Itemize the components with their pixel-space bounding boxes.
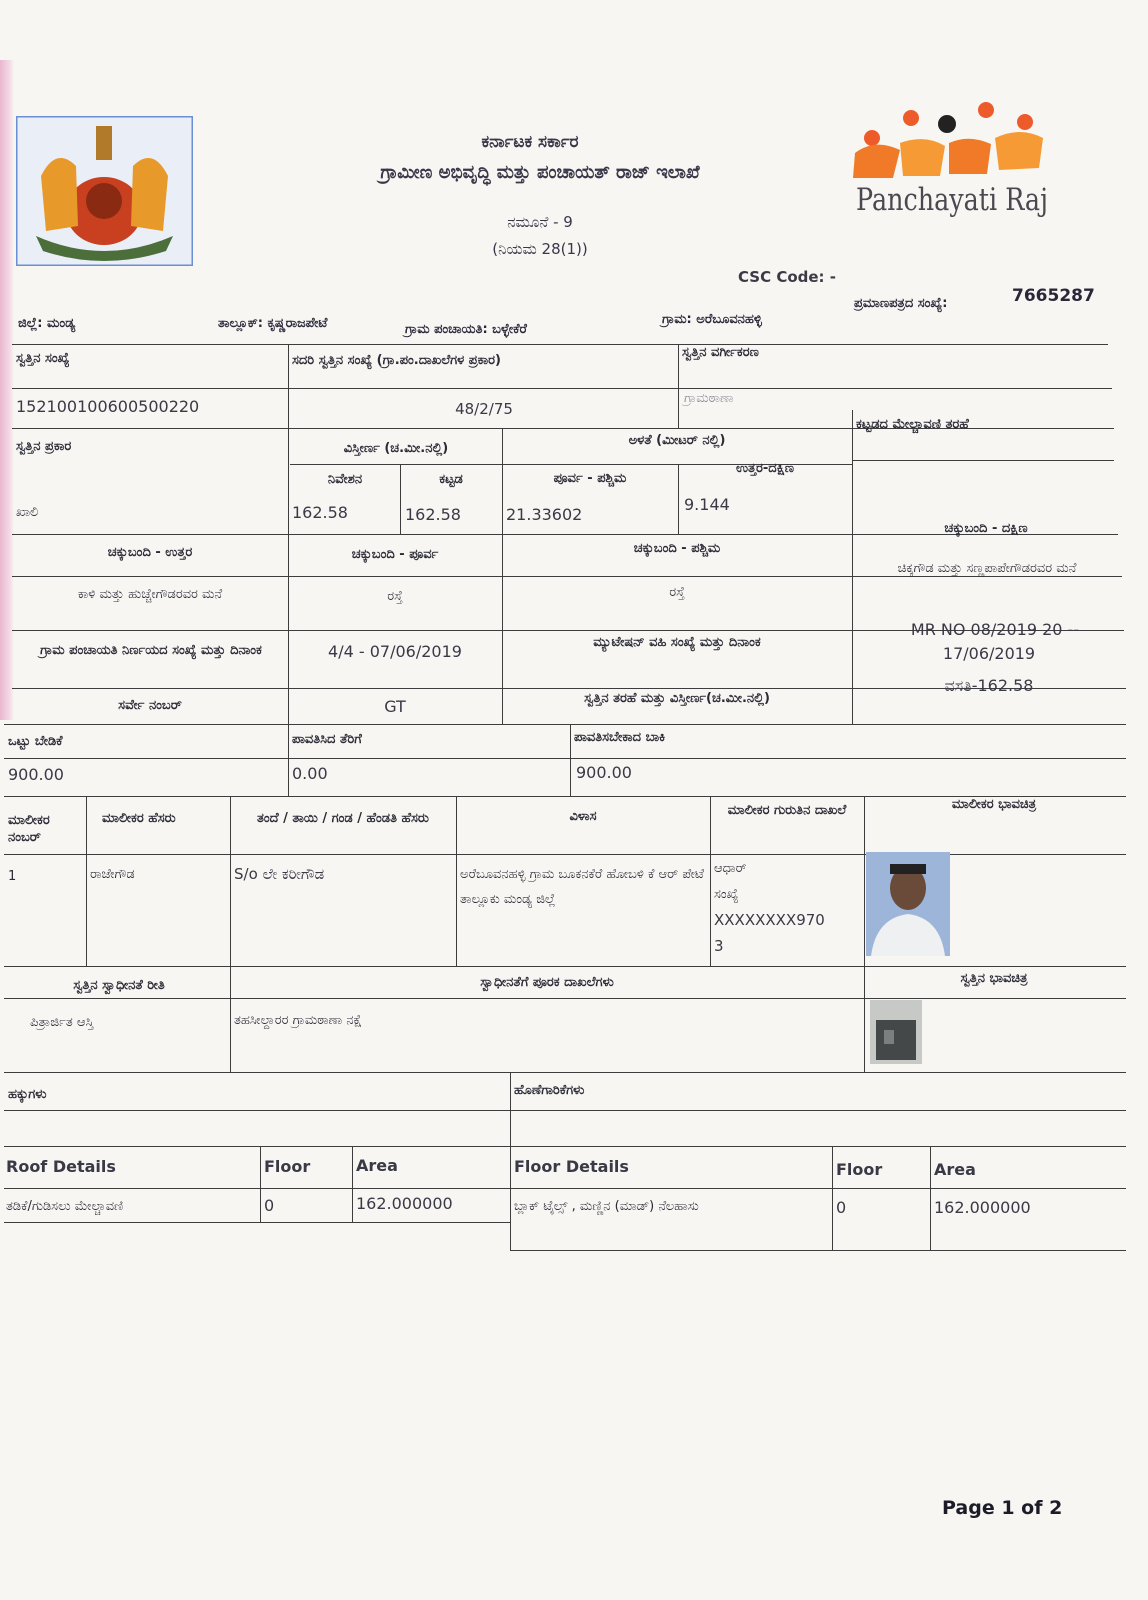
dimension-label: ಅಳತೆ (ಮೀಟರ್ ನಲ್ಲಿ) bbox=[628, 433, 726, 448]
rule bbox=[678, 344, 679, 428]
property-photo-label: ಸ್ವತ್ತಿನ ಭಾವಚಿತ್ರ bbox=[960, 971, 1028, 986]
east-west-label: ಪೂರ್ವ - ಪಶ್ಚಿಮ bbox=[553, 471, 627, 486]
north-south: 9.144 bbox=[684, 495, 730, 514]
east-boundary: ರಸ್ತೆ bbox=[387, 589, 403, 604]
owner-photo-icon bbox=[866, 852, 950, 956]
balance-label: ಪಾವತಿಸಬೇಕಾದ ಬಾಕಿ bbox=[574, 730, 666, 745]
taluk: ತಾಲ್ಲೂಕ್: ಕೃಷ್ಣರಾಜಪೇಟೆ bbox=[218, 316, 328, 331]
rule bbox=[852, 460, 1114, 461]
roof-floor-label: Floor bbox=[264, 1157, 311, 1176]
rule bbox=[864, 796, 865, 1072]
roof-area-label: Area bbox=[356, 1156, 398, 1175]
floor-title: Floor Details bbox=[514, 1157, 629, 1176]
paid-value: 0.00 bbox=[292, 764, 328, 783]
certificate-label: ಪ್ರಮಾಣಪತ್ರದ ಸಂಖ್ಯೆ: bbox=[854, 296, 948, 311]
rule bbox=[12, 388, 1112, 389]
rule bbox=[4, 1222, 510, 1223]
owner-id-1: ಆಧಾರ್ bbox=[714, 861, 747, 876]
owner-relation: S/o ಲೇ ಕರೀಗೌಡ bbox=[234, 865, 325, 883]
rule bbox=[12, 344, 1108, 345]
classification: ಗ್ರಾಮಠಾಣಾ bbox=[684, 391, 734, 406]
id-header: ಮಾಲೀಕರ ಗುರುತಿನ ದಾಖಲೆ bbox=[727, 803, 847, 818]
rule bbox=[86, 796, 87, 966]
west-boundary: ರಸ್ತೆ bbox=[669, 585, 685, 600]
property-photo-icon bbox=[870, 1000, 922, 1064]
roof-area: 162.000000 bbox=[356, 1194, 453, 1213]
header-line-department: ಗ್ರಾಮೀಣ ಅಭಿವೃದ್ಧಿ ಮತ್ತು ಪಂಚಾಯತ್ ರಾಜ್ ಇಲಾಖೆ bbox=[380, 162, 700, 183]
survey-label: ಸರ್ವೇ ನಂಬರ್ bbox=[118, 698, 182, 713]
roof-title: Roof Details bbox=[6, 1157, 116, 1176]
csc-code: CSC Code: - bbox=[738, 268, 836, 286]
property-number: 152100100600500220 bbox=[16, 397, 200, 416]
floor-area-label: Area bbox=[934, 1160, 976, 1179]
demand-label: ಒಟ್ಟು ಬೇಡಿಕೆ bbox=[8, 734, 63, 749]
resolution-label: ಗ್ರಾಮ ಪಂಚಾಯತಿ ನಿರ್ಣಯದ ಸಂಖ್ಯೆ ಮತ್ತು ದಿನಾಂಕ bbox=[40, 643, 262, 658]
demand-value: 900.00 bbox=[8, 765, 64, 784]
rule bbox=[230, 796, 231, 1072]
district: ಜಿಲ್ಲೆ: ಮಂಡ್ಯ bbox=[18, 316, 76, 331]
owner-name-header: ಮಾಲೀಕರ ಹೆಸರು bbox=[102, 811, 176, 826]
building-type-label: ಕಟ್ಟಡದ ಮೇಲ್ಚಾವಣಿ ತರಹೆ bbox=[856, 417, 969, 432]
rule bbox=[710, 796, 711, 966]
header-line-rule: (ನಿಯಮ 28(1)) bbox=[492, 240, 588, 258]
owner-id-4: 3 bbox=[714, 937, 724, 955]
rule bbox=[4, 758, 1126, 759]
address-header: ವಿಳಾಸ bbox=[569, 809, 597, 824]
certificate-number: 7665287 bbox=[1012, 286, 1095, 306]
nature-value: ವಸತಿ-162.58 bbox=[944, 676, 1034, 695]
karnataka-emblem-icon bbox=[16, 116, 193, 266]
south-boundary-label: ಚಕ್ಕುಬಂದಿ - ದಕ್ಷಿಣ bbox=[944, 521, 1028, 536]
rule bbox=[4, 1188, 1126, 1189]
ownership-mode: ಪಿತ್ರಾರ್ಜಿತ ಆಸ್ತಿ bbox=[30, 1015, 94, 1030]
mutation-value-2: 17/06/2019 bbox=[942, 644, 1036, 663]
paid-label: ಪಾವತಿಸಿದ ತೆರಿಗೆ bbox=[292, 732, 362, 747]
building-label: ಕಟ್ಟಡ bbox=[439, 472, 463, 487]
floor-floor: 0 bbox=[836, 1198, 847, 1217]
rule bbox=[4, 1072, 1126, 1073]
floor-type: ಬ್ಲಾಕ್ ಟೈಲ್ಸ್ , ಮಣ್ಣಿನ (ಮಾಡ್) ನೆಲಹಾಸು bbox=[514, 1199, 699, 1214]
rule bbox=[4, 724, 1126, 725]
rule bbox=[510, 1072, 511, 1250]
roof-type: ತಡಿಕೆ/ಗುಡಿಸಲು ಮೇಲ್ಚಾವಣಿ bbox=[6, 1199, 124, 1214]
relation-header: ತಂದೆ / ತಾಯಿ / ಗಂಡ / ಹೆಂಡತಿ ಹೆಸರು bbox=[257, 811, 429, 826]
west-boundary-label: ಚಕ್ಕುಬಂದಿ - ಪಶ್ಚಿಮ bbox=[633, 541, 721, 556]
rule bbox=[570, 724, 571, 796]
village: ಗ್ರಾಮ: ಅರೆಬೂವನಹಳ್ಳಿ bbox=[662, 312, 762, 327]
rights-label: ಹಕ್ಕುಗಳು bbox=[8, 1087, 47, 1102]
property-type: ಖಾಲಿ bbox=[16, 505, 39, 520]
ownership-docs-label: ಸ್ವಾಧೀನತೆಗೆ ಪೂರಕ ದಾಖಲೆಗಳು bbox=[480, 975, 614, 990]
rule bbox=[4, 854, 1126, 855]
owner-number: 1 bbox=[8, 869, 17, 884]
property-type-label: ಸ್ವತ್ತಿನ ಪ್ರಕಾರ bbox=[16, 439, 72, 454]
north-south-label: ಉತ್ತರ-ದಕ್ಷಿಣ bbox=[735, 461, 795, 476]
resolution-value: 4/4 - 07/06/2019 bbox=[328, 642, 462, 661]
owner-name: ರಾಜೇಗೌಡ bbox=[90, 867, 135, 882]
floor-area: 162.000000 bbox=[934, 1198, 1031, 1217]
survey-value: GT bbox=[384, 697, 406, 716]
building-area: 162.58 bbox=[405, 505, 461, 524]
rule bbox=[4, 1110, 1126, 1111]
rule bbox=[930, 1146, 931, 1250]
rule bbox=[4, 998, 1126, 999]
floor-floor-label: Floor bbox=[836, 1160, 883, 1179]
site-label: ನಿವೇಶನ bbox=[327, 472, 363, 487]
liabilities-label: ಹೊಣೆಗಾರಿಕೆಗಳು bbox=[514, 1083, 585, 1098]
owner-id-2: ಸಂಖ್ಯೆ bbox=[714, 887, 739, 902]
area-label: ವಿಸ್ತೀರ್ಣ (ಚ.ಮೀ.ನಲ್ಲಿ) bbox=[343, 441, 449, 456]
east-boundary-label: ಚಕ್ಕುಬಂದಿ - ಪೂರ್ವ bbox=[351, 547, 439, 562]
classification-label: ಸ್ವತ್ತಿನ ವರ್ಗೀಕರಣ bbox=[682, 345, 759, 360]
rule bbox=[288, 724, 289, 796]
mutation-label: ಮ್ಯುಟೇಷನ್ ವಹಿ ಸಂಖ್ಯೆ ಮತ್ತು ದಿನಾಂಕ bbox=[593, 635, 761, 650]
rule bbox=[260, 1146, 261, 1222]
old-number: 48/2/75 bbox=[455, 400, 513, 418]
rule bbox=[4, 1146, 1126, 1147]
balance-value: 900.00 bbox=[576, 763, 632, 782]
ownership-docs: ತಹಸೀಲ್ದಾರರ ಗ್ರಾಮಠಾಣಾ ನಕ್ಷೆ bbox=[234, 1013, 362, 1028]
nature-label: ಸ್ವತ್ತಿನ ತರಹೆ ಮತ್ತು ವಿಸ್ತೀರ್ಣ(ಚ.ಮೀ.ನಲ್ಲಿ) bbox=[584, 691, 770, 706]
rule bbox=[4, 966, 1126, 967]
north-boundary: ಕಾಳಿ ಮತ್ತು ಹುಚ್ಚೇಗೌಡರವರ ಮನೆ bbox=[77, 587, 223, 602]
east-west: 21.33602 bbox=[506, 505, 583, 524]
rule bbox=[288, 344, 289, 724]
owner-photo-header: ಮಾಲೀಕರ ಭಾವಚಿತ್ರ bbox=[951, 797, 1037, 812]
north-boundary-label: ಚಕ್ಕುಬಂದಿ - ಉತ್ತರ bbox=[107, 545, 193, 560]
roof-floor: 0 bbox=[264, 1196, 275, 1215]
logo-text: Panchayati Raj bbox=[856, 182, 1048, 218]
gram-panchayat: ಗ್ರಾಮ ಪಂಚಾಯತಿ: ಬಳ್ಳೇಕೆರೆ bbox=[405, 322, 527, 337]
old-number-label: ಸದರಿ ಸ್ವತ್ತಿನ ಸಂಖ್ಯೆ (ಗ್ರಾ.ಪಂ.ದಾಖಲೆಗಳ ಪ್ರಕಾರ) bbox=[292, 353, 501, 368]
site-area: 162.58 bbox=[292, 503, 348, 522]
owner-number-header: ಮಾಲೀಕರ ನಂಬರ್ bbox=[8, 813, 50, 845]
owner-address: ಅರೆಬೂವನಹಳ್ಳಿ ಗ್ರಾಮ ಬೂಕನಕೆರೆ ಹೋಬಳಿ ಕೆ ಆರ್ ಪೇಟೆ ತಾಲ್ಲೂಕು ಮಂಡ್ಯ ಜಿಲ್ಲೆ bbox=[460, 867, 704, 907]
rule bbox=[352, 1146, 353, 1222]
owner-id-3: XXXXXXXX970 bbox=[714, 911, 825, 929]
ownership-mode-label: ಸ್ವತ್ತಿನ ಸ್ವಾಧೀನತೆ ರೀತಿ bbox=[73, 978, 165, 993]
paper-edge bbox=[0, 60, 14, 720]
mutation-value-1: MR NO 08/2019 20 -- bbox=[910, 620, 1080, 639]
header-line-form: ನಮೂನೆ - 9 bbox=[507, 213, 573, 231]
header-line-government: ಕರ್ನಾಟಕ ಸರ್ಕಾರ bbox=[481, 132, 579, 152]
south-boundary: ಚಿಕ್ಕಗೌಡ ಮತ್ತು ಸಣ್ಣಪಾಪೇಗೌಡರವರ ಮನೆ bbox=[897, 561, 1077, 576]
rule bbox=[832, 1146, 833, 1250]
rule bbox=[510, 1250, 1126, 1251]
page-number: Page 1 of 2 bbox=[942, 1497, 1063, 1519]
property-number-label: ಸ್ವತ್ತಿನ ಸಂಖ್ಯೆ bbox=[16, 351, 70, 366]
